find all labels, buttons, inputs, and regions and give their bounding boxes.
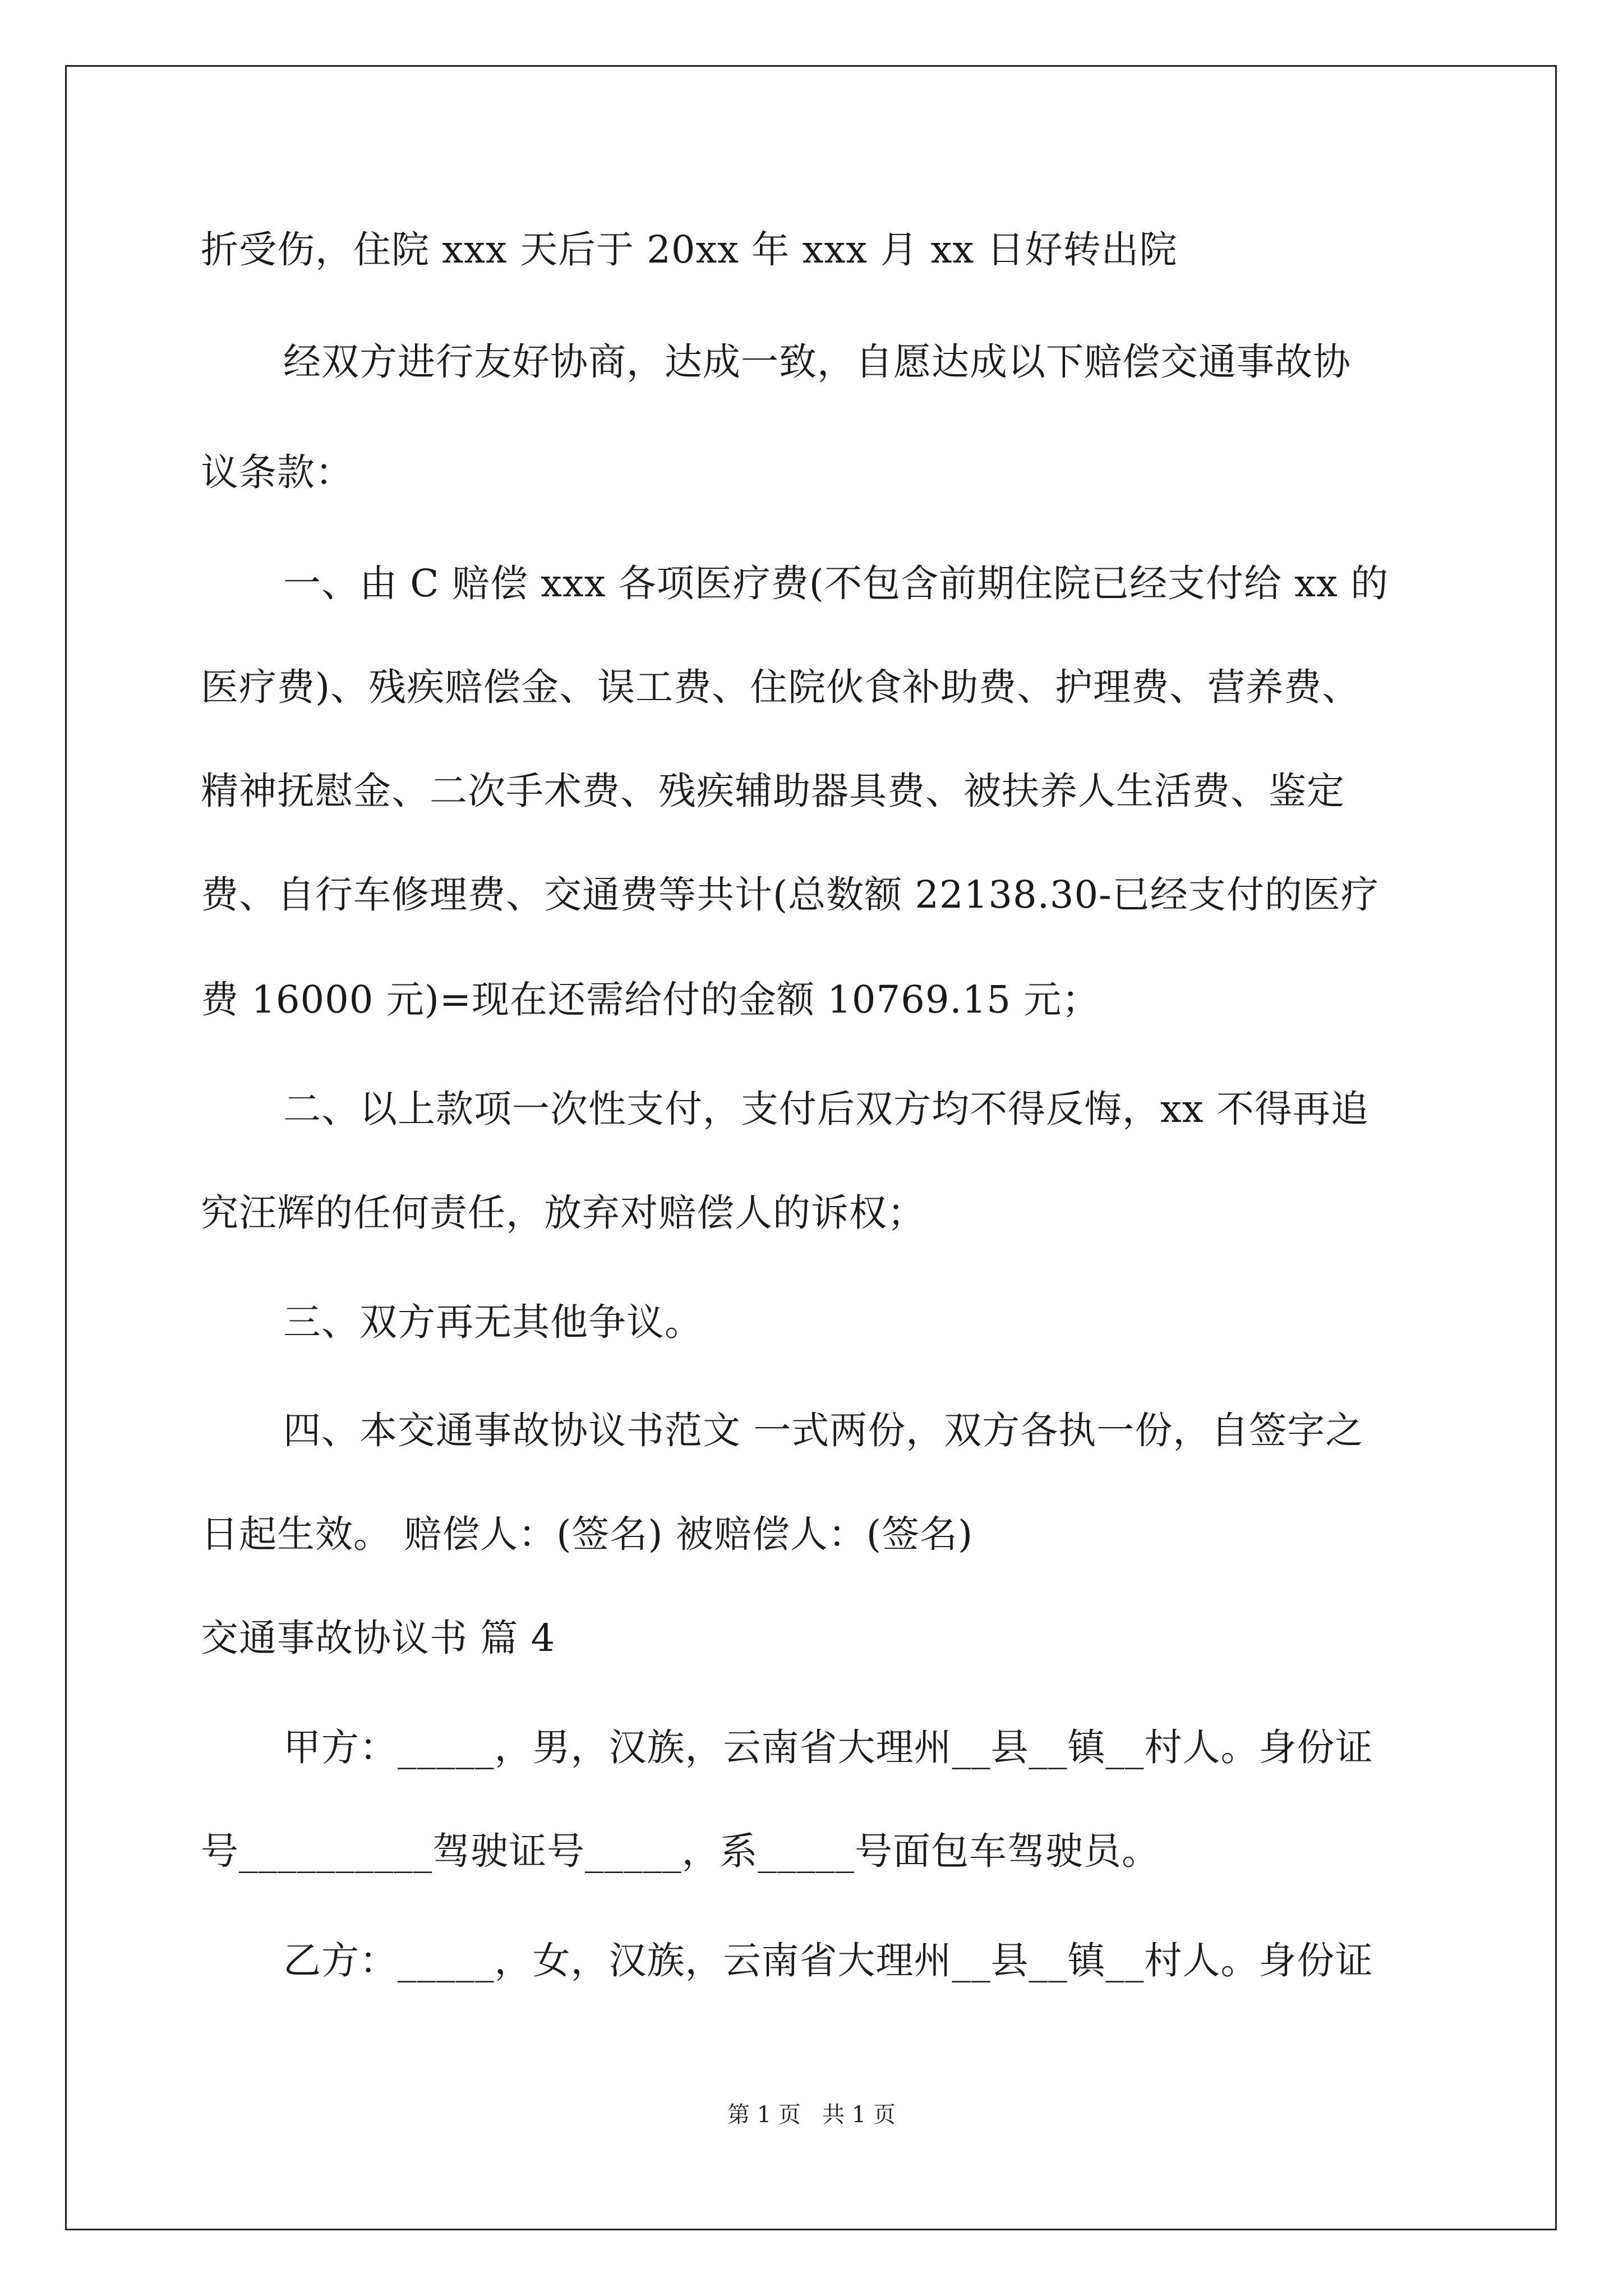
text-line: 号__________驾驶证号_____，系_____号面包车驾驶员。 xyxy=(201,1829,1160,1873)
text-line: 四、本交通事故协议书范文 一式两份，双方各执一份，自签字之 xyxy=(283,1409,1364,1452)
text-line: 甲方：_____，男，汉族，云南省大理州__县__镇__村人。身份证 xyxy=(283,1726,1373,1769)
page-border xyxy=(65,65,1557,2230)
text-line: 折受伤，住院 xxx 天后于 20xx 年 xxx 月 xx 日好转出院 xyxy=(201,228,1178,272)
text-line: 精神抚慰金、二次手术费、残疾辅助器具费、被扶养人生活费、鉴定 xyxy=(201,769,1345,813)
text-line: 三、双方再无其他争议。 xyxy=(283,1300,703,1344)
section-heading: 交通事故协议书 篇 4 xyxy=(201,1616,556,1660)
text-line: 费 16000 元)=现在还需给付的金额 10769.15 元； xyxy=(201,978,1100,1022)
text-line: 经双方进行友好协商，达成一致，自愿达成以下赔偿交通事故协 xyxy=(283,340,1351,384)
text-line: 乙方：_____，女，汉族，云南省大理州__县__镇__村人。身份证 xyxy=(283,1939,1373,1982)
page-footer: 第 1 页 共 1 页 xyxy=(727,2102,896,2128)
text-line: 费、自行车修理费、交通费等共计(总数额 22138.30-已经支付的医疗 xyxy=(201,873,1379,917)
text-line: 医疗费)、残疾赔偿金、误工费、住院伙食补助费、护理费、营养费、 xyxy=(201,665,1361,709)
text-line: 究汪辉的任何责任，放弃对赔偿人的诉权； xyxy=(201,1191,925,1235)
text-line: 议条款： xyxy=(201,450,353,494)
text-line: 一、由 C 赔偿 xxx 各项医疗费(不包含前期住院已经支付给 xx 的 xyxy=(283,562,1389,605)
text-line: 二、以上款项一次性支付，支付后双方均不得反悔，xx 不得再追 xyxy=(283,1087,1369,1131)
text-line: 日起生效。 赔偿人：(签名) 被赔偿人：(签名) xyxy=(201,1512,974,1556)
